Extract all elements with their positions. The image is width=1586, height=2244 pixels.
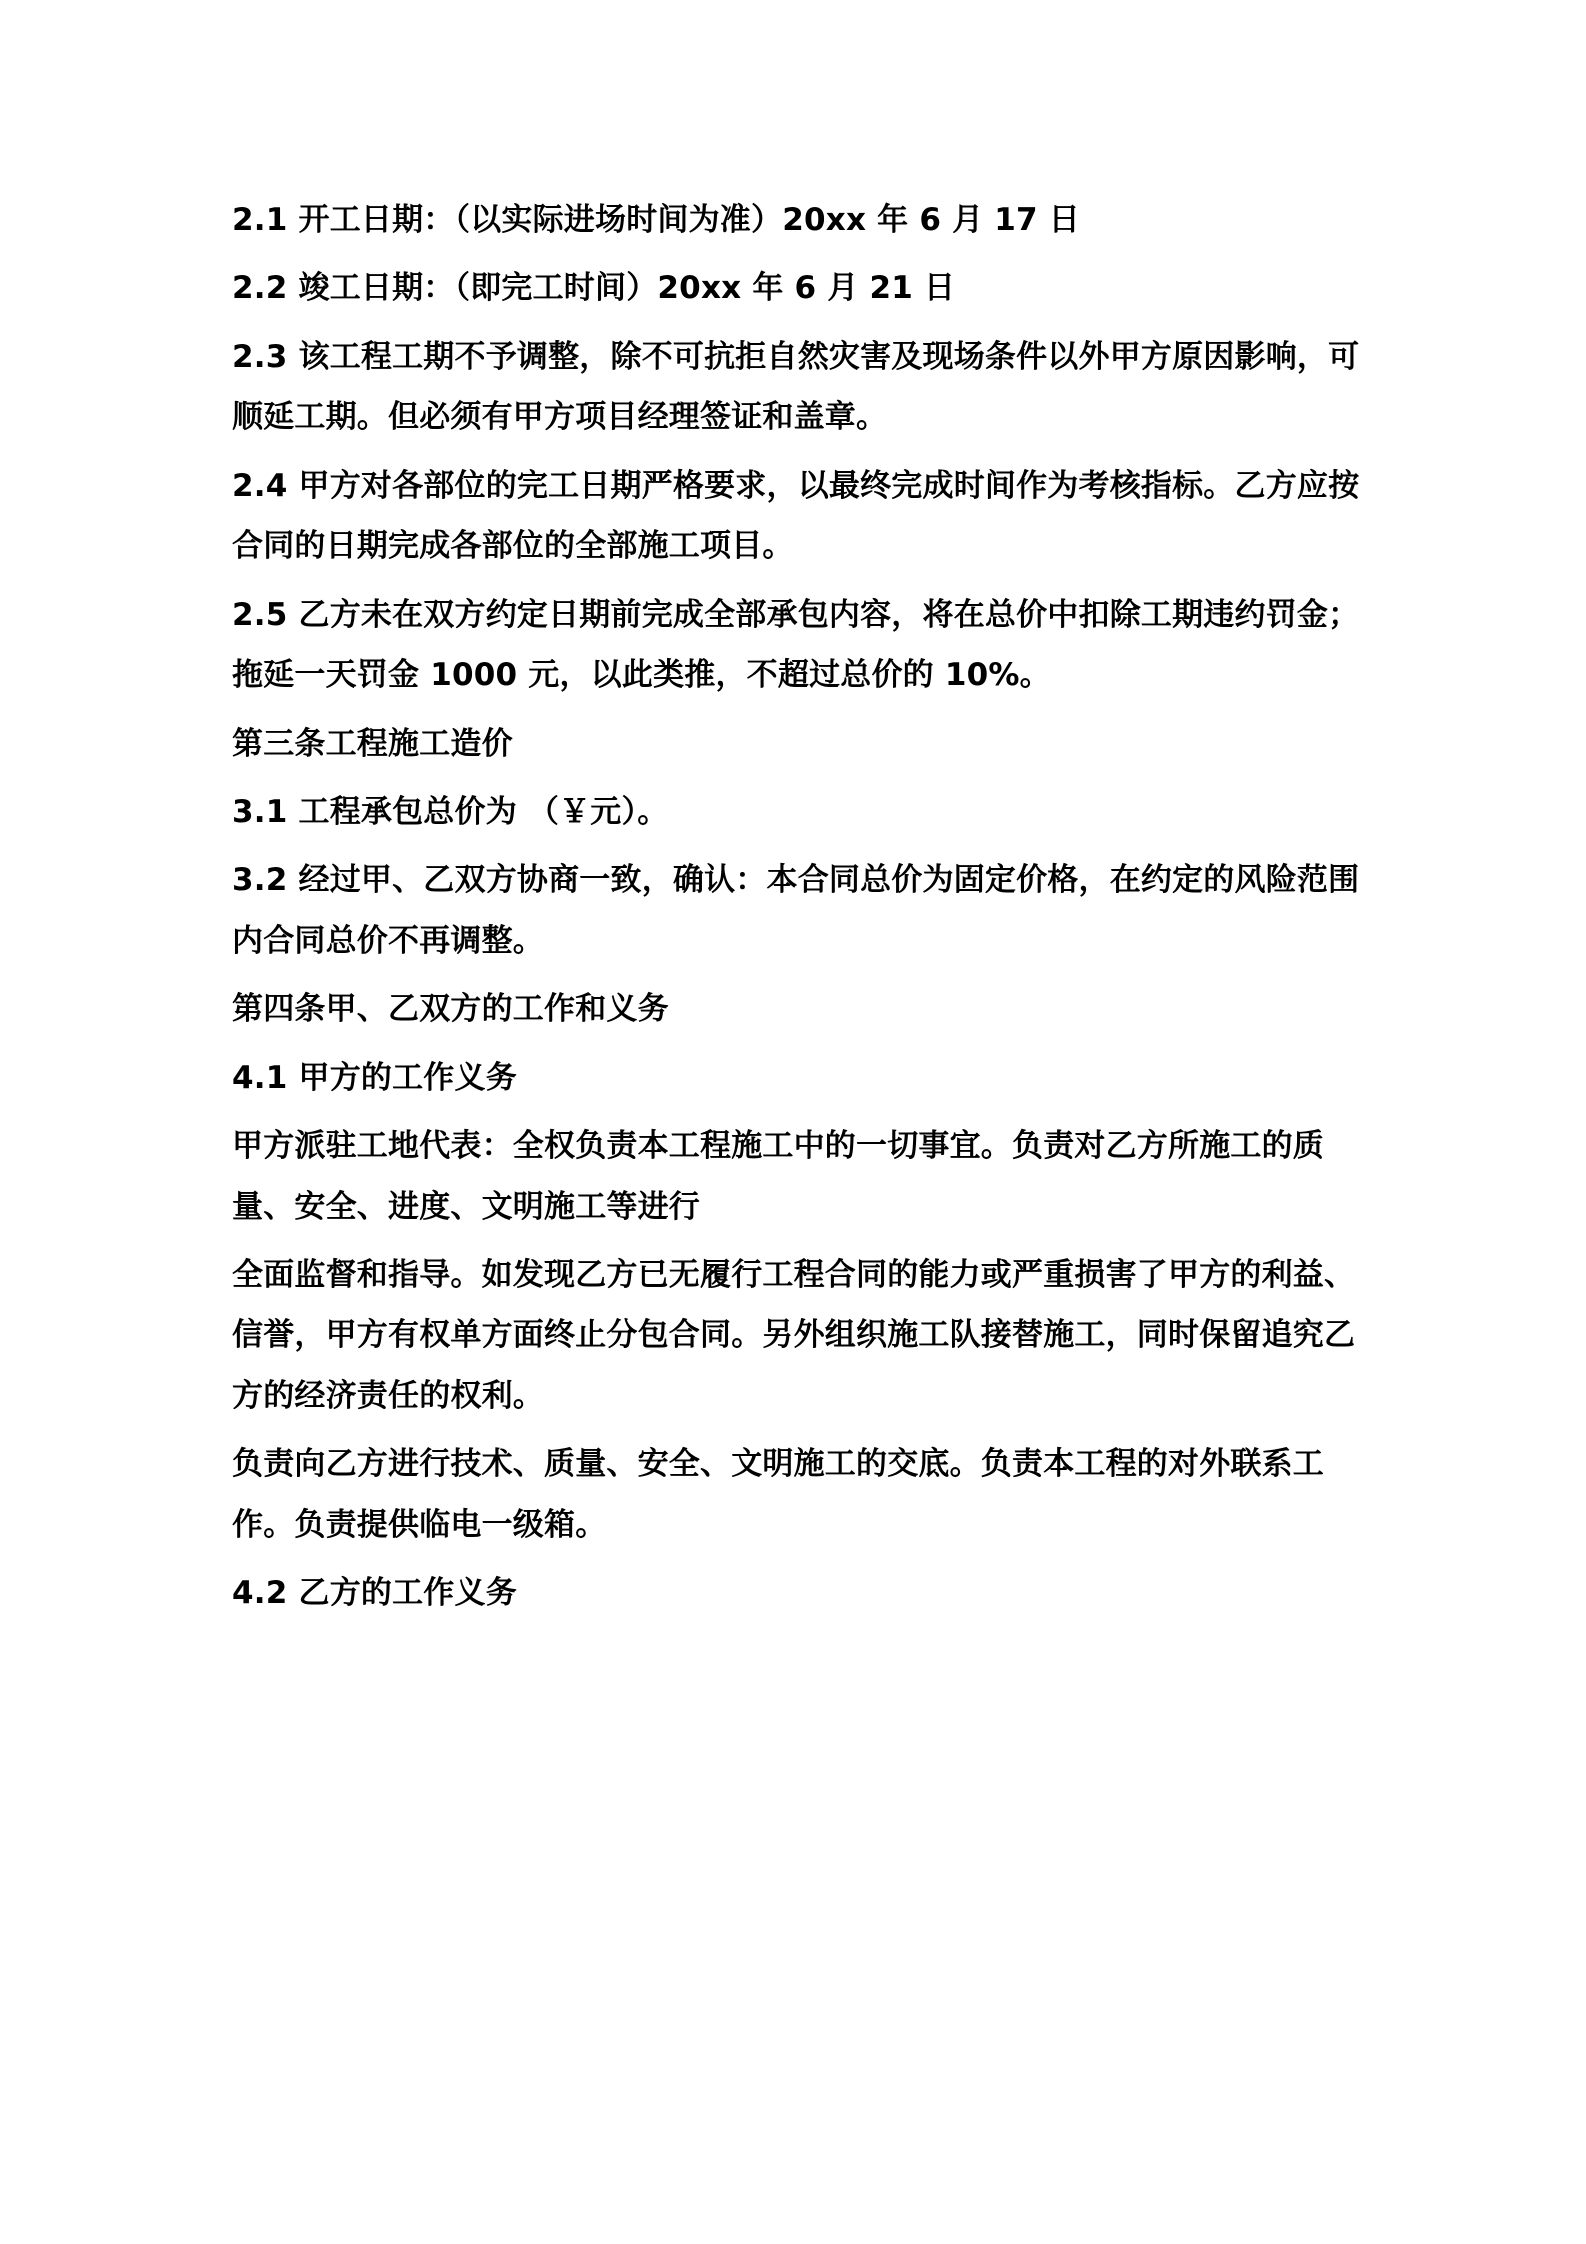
paragraph-2-4: 2.4 甲方对各部位的完工日期严格要求，以最终完成时间作为考核指标。乙方应按合同的日期完成各部位的全部施工项目。 <box>232 467 1360 565</box>
paragraph-4-1-duties-b: 全面监督和指导。如发现乙方已无履行工程合同的能力或严重损害了甲方的利益、信誉，甲方有权单方面终止分包合同。另外组织施工队接替施工，同时保留追究乙方的经济责任的权利。 <box>232 1257 1356 1414</box>
paragraph-4-2: 4.2 乙方的工作义务 <box>232 1575 517 1612</box>
paragraph-4-1-duties-c: 负责向乙方进行技术、质量、安全、文明施工的交底。负责本工程的对外联系工作。负责提供临电一级箱。 <box>232 1446 1324 1543</box>
paragraph-4-1-duties-a: 甲方派驻工地代表：全权负责本工程施工中的一切事宜。负责对乙方所施工的质量、安全、进度、文明施工等进行 <box>232 1128 1324 1225</box>
paragraph-3-2: 3.2 经过甲、乙双方协商一致，确认：本合同总价为固定价格，在约定的风险范围内合同总价不再调整。 <box>232 862 1360 959</box>
paragraph-2-3: 2.3 该工程工期不予调整，除不可抗拒自然灾害及现场条件以外甲方原因影响，可顺延工期。但必须有甲方项目经理签证和盖章。 <box>232 338 1360 436</box>
paragraph-3-1: 3.1 工程承包总价为 （￥元）。 <box>232 793 669 830</box>
heading-article-4: 第四条甲、乙双方的工作和义务 <box>232 991 669 1028</box>
paragraph-4-1: 4.1 甲方的工作义务 <box>232 1059 517 1096</box>
paragraph-2-2: 2.2 竣工日期：（即完工时间）20xx 年 6 月 21 日 <box>232 270 956 307</box>
heading-article-3: 第三条工程施工造价 <box>232 725 513 762</box>
paragraph-2-5: 2.5 乙方未在双方约定日期前完成全部承包内容，将在总价中扣除工期违约罚金；拖延一天罚金 1000 元，以此类推，不超过总价的 10%。 <box>232 596 1360 694</box>
paragraph-2-1: 2.1 开工日期：（以实际进场时间为准）20xx 年 6 月 17 日 <box>232 202 1081 238</box>
document-body <box>232 190 1386 1624</box>
